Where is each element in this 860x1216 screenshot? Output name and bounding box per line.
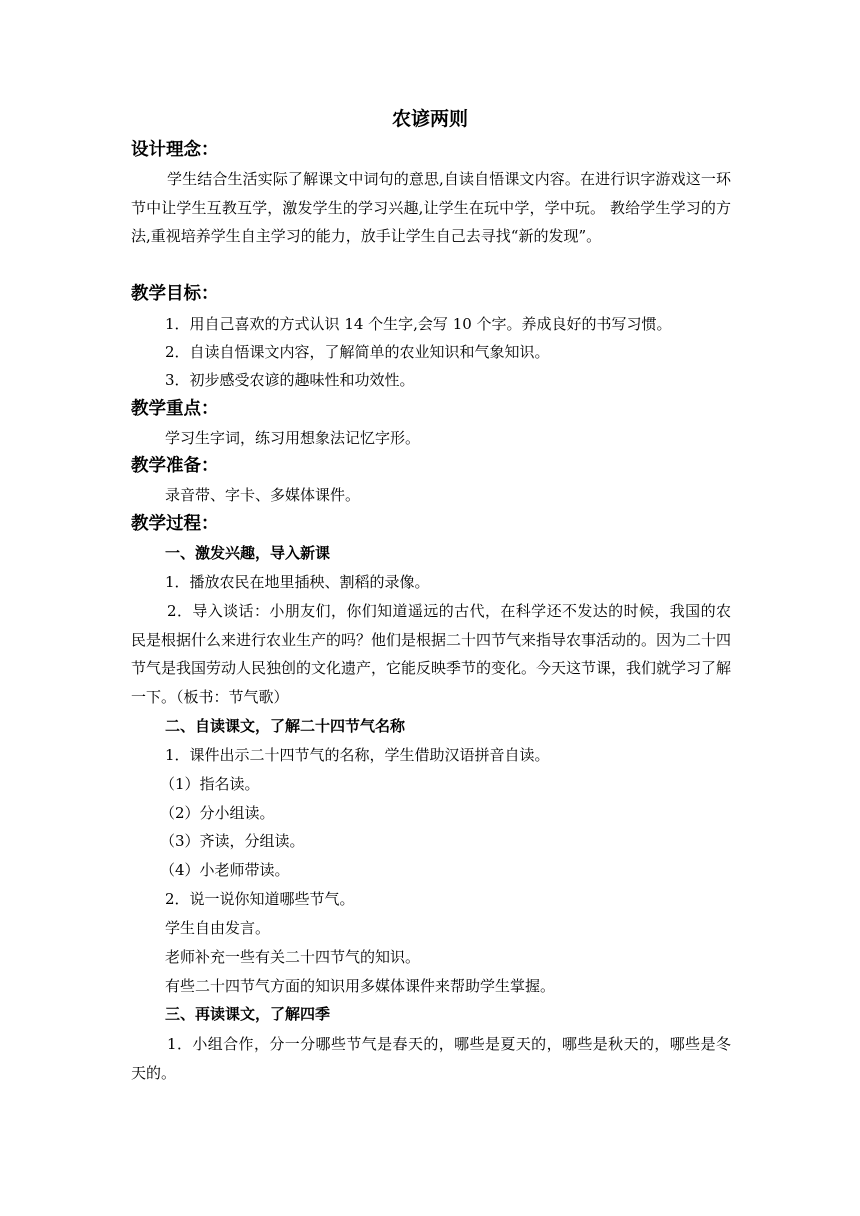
part2-line-2: 老师补充一些有关二十四节气的知识。 [165, 948, 421, 966]
part2-step2: 2．说一说你知道哪些节气。 [165, 890, 355, 908]
goal-item-2: 2．自读自悟课文内容，了解简单的农业知识和气象知识。 [165, 343, 550, 361]
part3-step1: 1．小组合作，分一分哪些节气是春天的，哪些是夏天的，哪些是秋天的，哪些是冬天的。 [131, 1035, 731, 1082]
part2-substep-3: （3）齐读，分组读。 [160, 832, 305, 850]
goal-item-1: 1．用自己喜欢的方式认识 14 个生字,会写 10 个字。养成良好的书写习惯。 [165, 315, 672, 333]
part2-line-1: 学生自由发言。 [165, 919, 271, 937]
part2-substep-1: （1）指名读。 [160, 775, 260, 793]
heading-teaching-focus: 教学重点： [131, 399, 219, 419]
preparation-text: 录音带、字卡、多媒体课件。 [165, 486, 361, 504]
goal-item-3: 3．初步感受农谚的趣味性和功效性。 [165, 371, 415, 389]
part2-line-3: 有些二十四节气方面的知识用多媒体课件来帮助学生掌握。 [165, 977, 556, 995]
process-part1-title: 一、激发兴趣，导入新课 [165, 544, 331, 562]
part2-step1: 1．课件出示二十四节气的名称，学生借助汉语拼音自读。 [165, 746, 550, 764]
paragraph-design-concept: 学生结合生活实际了解课文中词句的意思,自读自悟课文内容。在进行识字游戏这一环节中让学生互教互学，激发学生的学习兴趣,让学生在玩中学，学中玩。 教给学生学习的方法,重视培养学生自主学习的能力，放手让学生自己去寻找“新的发现”。 [131, 170, 731, 246]
part1-step2: 2．导入谈话：小朋友们，你们知道遥远的古代，在科学还不发达的时候，我国的农民是根据什么来进行农业生产的吗？他们是根据二十四节气来指导农事活动的。因为二十四节气是我国劳动人民独创的文化遗产，它能反映季节的变化。今天这节课，我们就学习了解一下。（板书：节气歌） [131, 602, 732, 707]
part2-substep-2: （2）分小组读。 [160, 804, 275, 822]
document-title: 农谚两则 [391, 108, 468, 130]
part1-step1: 1．播放农民在地里插秧、割稻的录像。 [165, 573, 430, 591]
heading-teaching-preparation: 教学准备： [131, 456, 219, 476]
heading-design-concept: 设计理念： [131, 140, 219, 160]
heading-teaching-goals: 教学目标： [131, 284, 219, 304]
process-part2-title: 二、自读课文，了解二十四节气名称 [165, 717, 406, 735]
focus-text: 学习生字词，练习用想象法记忆字形。 [165, 429, 421, 447]
part2-substep-4: （4）小老师带读。 [160, 861, 290, 879]
heading-teaching-process: 教学过程： [131, 514, 219, 534]
process-part3-title: 三、再读课文，了解四季 [165, 1005, 331, 1023]
